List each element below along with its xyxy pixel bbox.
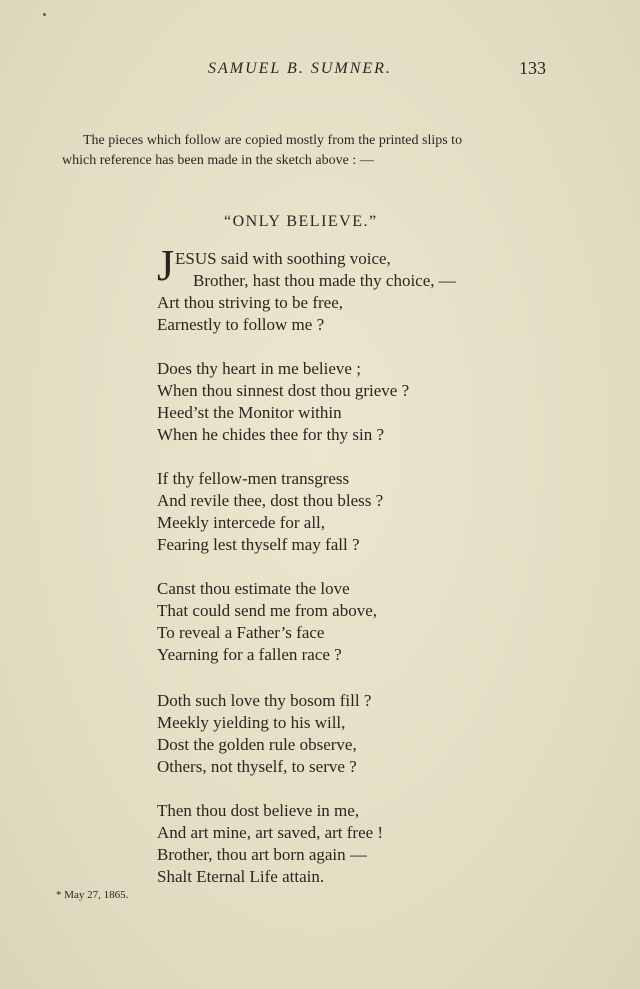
poem-line: If thy fellow-men transgress [157,469,350,488]
poem-line: Heed’st the Monitor within [157,403,342,422]
poem-line: That could send me from above, [157,601,377,620]
poem-line: When he chides thee for thy sin ? [157,425,385,444]
intro-paragraph [62,131,562,171]
poem-line: And art mine, art saved, art free ! [157,823,384,842]
poem-line: Meekly yielding to his will, [157,713,346,732]
stanza-6 [157,800,383,888]
intro-line: which reference has been made in the sketch above : — [62,153,374,168]
poem-line: Doth such love thy bosom fill ? [157,691,372,710]
stanza-1 [157,248,456,336]
poem-line: Shalt Eternal Life attain. [157,867,325,886]
stanza-2 [157,358,409,446]
poem-line: Art thou striving to be free, [157,293,344,312]
poem-line: When thou sinnest dost thou grieve ? [157,381,410,400]
poem-line: To reveal a Father’s face [157,623,325,642]
running-head: SAMUEL B. SUMNER. [208,60,392,77]
page-number: 133 [519,58,546,78]
page-speck [43,13,46,16]
poem-line: ESUS said with soothing voice, [175,249,391,268]
poem-title: “ONLY BELIEVE.” [224,213,378,230]
poem-line: Meekly intercede for all, [157,513,326,532]
stanza-5 [157,690,371,778]
drop-cap: J [157,241,175,290]
poem-line: Yearning for a fallen race ? [157,645,342,664]
poem-line: Dost the golden rule observe, [157,735,357,754]
poem-line: Brother, hast thou made thy choice, — [193,271,456,290]
poem-line: And revile thee, dost thou bless ? [157,491,384,510]
poem-line: Brother, thou art born again — [157,845,367,864]
poem-line: Canst thou estimate the love [157,579,350,598]
footnote: * May 27, 1865. [56,889,129,901]
stanza-3 [157,468,383,556]
poem-line: Then thou dost believe in me, [157,801,360,820]
poem-line: Others, not thyself, to serve ? [157,757,357,776]
poem-line: Earnestly to follow me ? [157,315,325,334]
poem-line: Does thy heart in me believe ; [157,359,361,378]
stanza-4 [157,578,377,666]
poem-line: Fearing lest thyself may fall ? [157,535,360,554]
intro-line: The pieces which follow are copied mostly from the printed slips to [83,133,463,148]
